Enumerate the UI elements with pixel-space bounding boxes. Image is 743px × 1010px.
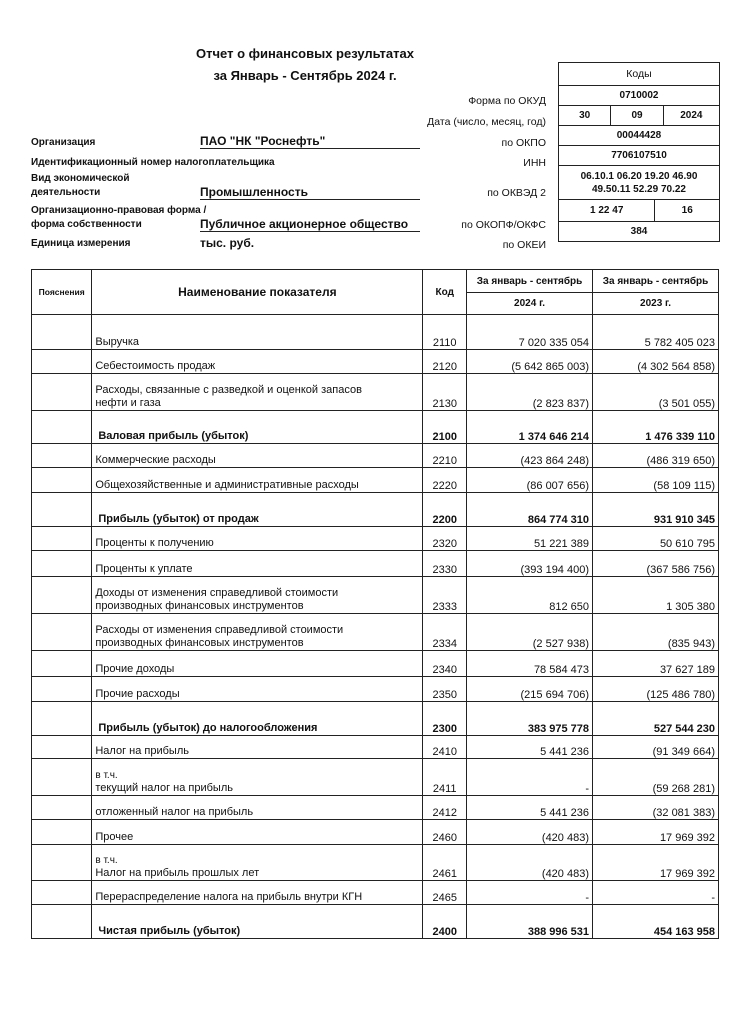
report-period: за Январь - Сентябрь 2024 г. [213, 68, 397, 83]
okopf-label: по ОКОПФ/ОКФС [461, 219, 546, 231]
table-row [32, 702, 719, 736]
row-value-previous: 17 969 392 [593, 820, 719, 845]
row-notes [32, 374, 92, 411]
row-notes [32, 411, 92, 444]
inn-code-label: ИНН [523, 157, 546, 169]
row-notes [32, 677, 92, 702]
row-name [92, 614, 423, 651]
table-row [32, 350, 719, 374]
row-value-current: 388 996 531 [467, 905, 593, 939]
okei-code: 384 [559, 221, 719, 241]
row-code: 2410 [423, 736, 467, 759]
row-name [92, 551, 423, 577]
row-name-line1: в т.ч. [95, 855, 118, 866]
table-row [32, 493, 719, 527]
unit-label: Единица измерения [31, 238, 131, 249]
activity-label-1: Вид экономической [31, 173, 130, 184]
row-code: 2300 [423, 702, 467, 736]
financial-results-table [31, 269, 719, 939]
row-notes [32, 315, 92, 350]
col-name-header: Наименование показателя [92, 270, 423, 315]
row-value-previous: 931 910 345 [593, 493, 719, 527]
row-notes [32, 527, 92, 551]
row-name-text: Прочее [95, 831, 134, 843]
row-value-current: 5 441 236 [467, 736, 593, 759]
row-name-line1: Расходы, связанные с разведкой и оценкой запасов [95, 384, 362, 396]
row-notes [32, 577, 92, 614]
row-value-previous: (367 586 756) [593, 551, 719, 577]
table-row [32, 468, 719, 493]
row-notes [32, 796, 92, 820]
okved-line2: 49.50.11 52.29 70.22 [592, 183, 686, 195]
row-name [92, 493, 423, 527]
row-code: 2320 [423, 527, 467, 551]
table-header-row [32, 270, 719, 293]
table-row [32, 315, 719, 350]
col-notes-header: Пояснения [32, 270, 92, 315]
row-code: 2110 [423, 315, 467, 350]
row-name-text: Чистая прибыль (убыток) [98, 925, 241, 937]
table-row [32, 677, 719, 702]
row-value-previous: - [593, 881, 719, 905]
row-name [92, 820, 423, 845]
row-notes [32, 468, 92, 493]
table-row [32, 651, 719, 677]
okpo-code: 00044428 [559, 125, 719, 145]
table-row [32, 527, 719, 551]
row-name-text: Проценты к уплате [95, 563, 193, 575]
date-month: 09 [611, 106, 663, 125]
row-notes [32, 759, 92, 796]
table-row [32, 820, 719, 845]
table-row [32, 614, 719, 651]
row-notes [32, 820, 92, 845]
row-code: 2334 [423, 614, 467, 651]
row-value-current: (215 694 706) [467, 677, 593, 702]
row-name-text: Прочие доходы [95, 663, 175, 675]
okved-line1: 06.10.1 06.20 19.20 46.90 [580, 170, 698, 182]
row-name [92, 350, 423, 374]
row-notes [32, 736, 92, 759]
row-notes [32, 845, 92, 881]
row-code: 2333 [423, 577, 467, 614]
table-row [32, 845, 719, 881]
col-code-header: Код [423, 270, 467, 315]
row-value-current: (420 483) [467, 820, 593, 845]
row-value-current: (86 007 656) [467, 468, 593, 493]
okei-label: по ОКЕИ [502, 239, 546, 251]
okved-label: по ОКВЭД 2 [487, 187, 546, 199]
table-row [32, 444, 719, 468]
table-row [32, 374, 719, 411]
row-name-text: Налог на прибыль [95, 745, 189, 757]
row-name [92, 444, 423, 468]
row-notes [32, 905, 92, 939]
row-name [92, 845, 423, 881]
row-value-current: - [467, 759, 593, 796]
row-value-current: (2 823 837) [467, 374, 593, 411]
row-value-current: 812 650 [467, 577, 593, 614]
row-name [92, 796, 423, 820]
row-name-text: Прочие расходы [95, 688, 180, 700]
row-notes [32, 881, 92, 905]
row-name-line1: Расходы от изменения справедливой стоимости [95, 624, 344, 636]
okopf-code: 1 22 47 [559, 200, 655, 221]
row-name [92, 702, 423, 736]
row-name-text: Прибыль (убыток) до налогообложения [98, 722, 318, 734]
row-name [92, 527, 423, 551]
org-label: Организация [31, 137, 96, 148]
row-value-current: - [467, 881, 593, 905]
row-name-text: отложенный налог на прибыль [95, 806, 254, 818]
row-value-previous: 50 610 795 [593, 527, 719, 551]
row-value-current: (5 642 865 003) [467, 350, 593, 374]
okpo-label: по ОКПО [501, 137, 546, 149]
row-value-previous: (59 268 281) [593, 759, 719, 796]
row-name [92, 759, 423, 796]
table-row [32, 411, 719, 444]
row-notes [32, 702, 92, 736]
row-name [92, 651, 423, 677]
row-notes [32, 350, 92, 374]
row-value-previous: (32 081 383) [593, 796, 719, 820]
row-name-text: Налог на прибыль прошлых лет [95, 867, 260, 879]
row-name [92, 577, 423, 614]
row-value-previous: (125 486 780) [593, 677, 719, 702]
row-code: 2130 [423, 374, 467, 411]
row-value-previous: 5 782 405 023 [593, 315, 719, 350]
row-value-previous: (58 109 115) [593, 468, 719, 493]
row-code: 2465 [423, 881, 467, 905]
row-value-previous: 17 969 392 [593, 845, 719, 881]
row-code: 2460 [423, 820, 467, 845]
row-name-text: Общехозяйственные и административные расходы [95, 479, 359, 491]
date-label: Дата (число, месяц, год) [427, 116, 546, 128]
row-value-previous: (3 501 055) [593, 374, 719, 411]
row-name-text: Проценты к получению [95, 537, 214, 549]
row-value-current: 78 584 473 [467, 651, 593, 677]
row-value-previous: (835 943) [593, 614, 719, 651]
okud-code: 0710002 [559, 85, 719, 105]
row-code: 2412 [423, 796, 467, 820]
codes-box [558, 62, 720, 242]
row-name [92, 468, 423, 493]
row-value-current: 7 020 335 054 [467, 315, 593, 350]
row-value-previous: 454 163 958 [593, 905, 719, 939]
row-name-text: Себестоимость продаж [95, 360, 216, 372]
row-name-text: Перераспределение налога на прибыль внутри КГН [95, 891, 363, 903]
row-name [92, 881, 423, 905]
form-value: Публичное акционерное общество [200, 217, 420, 232]
row-value-previous: 1 305 380 [593, 577, 719, 614]
table-row [32, 577, 719, 614]
table-row [32, 551, 719, 577]
row-name-text: текущий налог на прибыль [95, 782, 233, 794]
row-value-previous: 527 544 230 [593, 702, 719, 736]
form-label-2: форма собственности [31, 219, 142, 230]
codes-header: Коды [626, 68, 652, 80]
row-name-text: нефти и газа [95, 397, 161, 409]
row-code: 2210 [423, 444, 467, 468]
row-value-previous: (91 349 664) [593, 736, 719, 759]
row-name-line1: Доходы от изменения справедливой стоимости [95, 587, 339, 599]
row-name [92, 905, 423, 939]
row-value-previous: 37 627 189 [593, 651, 719, 677]
row-value-previous: (486 319 650) [593, 444, 719, 468]
row-value-current: (420 483) [467, 845, 593, 881]
form-label-1: Организационно-правовая форма / [31, 205, 207, 216]
row-name-text: производных финансовых инструментов [95, 600, 304, 612]
row-code: 2340 [423, 651, 467, 677]
row-name [92, 315, 423, 350]
row-value-current: (393 194 400) [467, 551, 593, 577]
row-name-text: Прибыль (убыток) от продаж [98, 513, 259, 525]
col-cur-header-1: За январь - сентябрь [467, 270, 593, 293]
table-row [32, 759, 719, 796]
inn-label: Идентификационный номер налогоплательщика [31, 157, 275, 168]
row-name [92, 677, 423, 702]
row-value-current: (423 864 248) [467, 444, 593, 468]
okud-label: Форма по ОКУД [468, 95, 546, 107]
table-row [32, 881, 719, 905]
row-name-line1: в т.ч. [95, 770, 118, 781]
row-name-text: производных финансовых инструментов [95, 637, 304, 649]
row-code: 2100 [423, 411, 467, 444]
row-name-text: Коммерческие расходы [95, 454, 216, 466]
okfs-code: 16 [681, 205, 693, 216]
row-value-current: 51 221 389 [467, 527, 593, 551]
row-name-text: Выручка [95, 336, 139, 348]
row-notes [32, 444, 92, 468]
table-row [32, 905, 719, 939]
table-row [32, 736, 719, 759]
col-prev-header-2: 2023 г. [593, 293, 719, 315]
col-prev-header-1: За январь - сентябрь [593, 270, 719, 293]
row-value-current: 383 975 778 [467, 702, 593, 736]
table-row [32, 796, 719, 820]
row-value-current: 864 774 310 [467, 493, 593, 527]
unit-value: тыс. руб. [200, 236, 255, 250]
row-code: 2461 [423, 845, 467, 881]
row-value-previous: (4 302 564 858) [593, 350, 719, 374]
row-value-current: (2 527 938) [467, 614, 593, 651]
row-value-current: 1 374 646 214 [467, 411, 593, 444]
row-code: 2400 [423, 905, 467, 939]
activity-value: Промышленность [200, 185, 420, 200]
row-notes [32, 551, 92, 577]
date-year: 2024 [680, 110, 703, 121]
row-notes [32, 493, 92, 527]
row-code: 2330 [423, 551, 467, 577]
row-code: 2200 [423, 493, 467, 527]
row-name [92, 411, 423, 444]
row-value-current: 5 441 236 [467, 796, 593, 820]
report-title: Отчет о финансовых результатах [196, 46, 414, 61]
row-value-previous: 1 476 339 110 [593, 411, 719, 444]
row-code: 2220 [423, 468, 467, 493]
col-cur-header-2: 2024 г. [467, 293, 593, 315]
row-code: 2411 [423, 759, 467, 796]
row-name [92, 736, 423, 759]
row-name-text: Валовая прибыль (убыток) [98, 430, 249, 442]
org-value: ПАО "НК "Роснефть" [200, 134, 420, 149]
okved-code [559, 165, 719, 199]
row-notes [32, 651, 92, 677]
row-name [92, 374, 423, 411]
row-code: 2350 [423, 677, 467, 702]
activity-label-2: деятельности [31, 187, 101, 198]
row-notes [32, 614, 92, 651]
row-code: 2120 [423, 350, 467, 374]
inn-code: 7706107510 [559, 145, 719, 165]
date-day: 30 [559, 106, 611, 125]
